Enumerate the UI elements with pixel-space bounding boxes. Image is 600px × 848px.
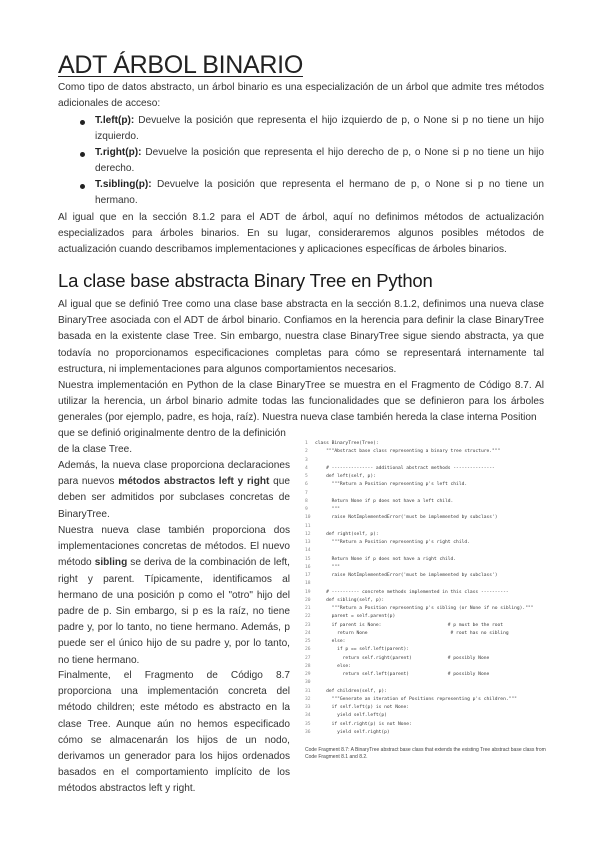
method-desc: Devuelve la posición que representa el hijo izquierdo de p, o None si p no tiene un hijo izquierdo. xyxy=(95,115,544,143)
code-line xyxy=(305,490,315,498)
code-line-text: parent = self.parent(p) xyxy=(315,614,396,620)
code-line-number: 19 xyxy=(305,589,311,595)
code-line-number: 22 xyxy=(305,614,311,620)
code-line xyxy=(305,597,384,605)
code-line xyxy=(305,696,517,704)
code-line-text: """Return a Position representing p's left child. xyxy=(315,482,468,488)
class-paragraph: Al igual que se definió Tree como una clase base abstracta en la sección 8.1.2, definimos una nueva clase BinaryTree asociada con el ADT de árbol binario. Confiamos en la herencia para definir la clase BinaryTree basada en la existente clase Tree. Sin embargo, nuestra clase BinaryTree sigue siendo abstracta, ya que todavía no proporcionamos especificaciones completas para cómo se representará internamente tal estructura, ni implementaciones para algunos comportamientos necesarios. xyxy=(58,299,544,375)
code-line-text: raise NotImplementedError('must be implemented by subclass') xyxy=(315,573,498,578)
code-line xyxy=(305,688,387,696)
code-line-number: 3 xyxy=(305,457,308,463)
code-line xyxy=(305,531,379,539)
implementation-paragraph: Nuestra implementación en Python de la clase BinaryTree se muestra en el Fragmento de Código 8.7. Al utilizar la herencia, un árbol binario admite todas las funcionalidades que se definieron para los árboles generales (por ejemplo, padre, es hoja, raíz). Nuestra nueva clase también hereda la clase interna Position xyxy=(58,380,544,424)
code-line xyxy=(305,638,345,646)
code-line xyxy=(305,539,470,547)
code-line-number: 35 xyxy=(305,721,311,727)
code-line xyxy=(305,514,498,522)
code-line-number: 13 xyxy=(305,540,311,545)
code-line-number: 27 xyxy=(305,655,311,661)
code-line-number: 4 xyxy=(305,465,308,471)
code-line xyxy=(305,679,315,687)
code-line-text: return None # root has no sibling xyxy=(315,630,509,636)
code-line-text: # ---------- concrete methods implemented in this class ---------- xyxy=(315,589,509,595)
code-line-text: raise NotImplementedError('must be implemented by subclass') xyxy=(315,515,498,521)
code-line-number: 30 xyxy=(305,680,311,686)
method-name: T.right(p): xyxy=(95,147,142,158)
left-col-paragraph-3: Finalmente, el Fragmento de Código 8.7 proporciona una implementación concreta del método children; este método es abstracto en la clase Tree. Aunque aún no hemos especificado cómo se almacenarán los hijos de un nodo, derivamos un generador para los hijos ordenados basados en el comportamiento implícito de los métodos abstractos left y right. xyxy=(58,670,290,795)
bullet-dot xyxy=(80,120,85,125)
code-line-number: 23 xyxy=(305,622,311,628)
code-line xyxy=(305,721,412,729)
code-line-number: 25 xyxy=(305,639,311,644)
code-line-text: def children(self, p): xyxy=(315,688,387,694)
code-line xyxy=(305,671,489,679)
code-line-number: 36 xyxy=(305,729,311,735)
code-line-text: """Return a Position representing p's right child. xyxy=(315,540,470,545)
code-line xyxy=(305,547,315,555)
code-line-text: def sibling(self, p): xyxy=(315,597,385,603)
code-line xyxy=(305,704,409,712)
text-run: se deriva de la combinación de left, right y parent. Típicamente, identificamos al hermano de una posición p como el "otro" hijo del padre de p. Sin embargo, si p es la raíz, no tiene padre y, por lo tanto, no tiene hermano. Además, p puede ser el único hijo de su padre y, por lo tanto, no tiene hermano. xyxy=(58,557,290,666)
code-line xyxy=(305,457,315,465)
code-line xyxy=(305,630,509,638)
code-line-text: def right(self, p): xyxy=(315,531,379,537)
code-line xyxy=(305,523,315,531)
method-name: T.sibling(p): xyxy=(95,179,152,190)
method-desc: Devuelve la posición que representa el hermano de p, o None si p no tiene un hermano. xyxy=(95,179,544,207)
section-heading: La clase base abstracta Binary Tree en Python xyxy=(58,270,433,291)
code-line-text: def left(self, p): xyxy=(315,474,376,479)
left-col-paragraph-2 xyxy=(58,523,290,669)
bullet-dot xyxy=(80,152,85,157)
code-line xyxy=(305,712,387,720)
code-line-number: 32 xyxy=(305,696,311,702)
code-line xyxy=(305,572,498,580)
code-line-number: 11 xyxy=(305,523,311,529)
method-name: T.left(p): xyxy=(95,115,135,126)
code-line-number: 18 xyxy=(305,581,311,587)
code-line-number: 29 xyxy=(305,672,311,677)
code-line xyxy=(305,613,395,621)
bullet-item-left xyxy=(95,113,544,145)
code-line xyxy=(305,605,534,613)
left-col-paragraph-1 xyxy=(58,458,290,523)
code-line-number: 16 xyxy=(305,564,311,570)
text-run: Además, la nueva clase proporciona declaraciones para nuevos xyxy=(58,460,290,488)
code-line-text: """ xyxy=(315,507,340,512)
code-line-text: Return None if p does not have a left child. xyxy=(315,498,454,504)
adt-paragraph: Al igual que en la sección 8.1.2 para el ADT de árbol, aquí no definimos métodos de actualización especializados para árboles binarios. En su lugar, consideraremos algunos posibles métodos de actualización cuando describamos implementaciones y aplicaciones específicas de árboles binarios. xyxy=(58,212,544,256)
code-line xyxy=(305,556,456,564)
code-line xyxy=(305,589,509,597)
code-line-text: """Abstract base class representing a binary tree structure.""" xyxy=(315,449,501,455)
code-line xyxy=(305,663,351,671)
code-fragment xyxy=(305,440,553,740)
code-line-text: else: xyxy=(315,663,351,669)
code-line-text: """ xyxy=(315,564,340,570)
bullet-item-right xyxy=(95,145,544,177)
code-line-text: # --------------- additional abstract methods --------------- xyxy=(315,465,495,471)
code-line-number: 2 xyxy=(305,449,308,455)
code-line xyxy=(305,498,453,506)
code-line xyxy=(305,564,340,572)
bold-text: sibling xyxy=(94,557,128,569)
code-line-number: 14 xyxy=(305,548,311,554)
code-line-text: return self.right(parent) # possibly None xyxy=(315,655,490,661)
code-line-text: """Generate an iteration of Positions representing p's children.""" xyxy=(315,696,517,702)
code-line xyxy=(305,622,503,630)
code-line xyxy=(305,481,467,489)
bullet-dot xyxy=(80,184,85,189)
code-line-text: if self.right(p) is not None: xyxy=(315,721,412,727)
code-line-number: 17 xyxy=(305,573,311,578)
code-line xyxy=(305,448,500,456)
code-line-text: if self.left(p) is not None: xyxy=(315,705,410,710)
bold-text: métodos abstractos left y right xyxy=(118,476,270,488)
code-line xyxy=(305,506,340,514)
code-line-text: Return None if p does not have a right child. xyxy=(315,556,457,562)
code-line-number: 26 xyxy=(305,647,311,653)
text-run: Nuestra nueva clase también proporciona dos implementaciones concretas de métodos. El nuevo método xyxy=(58,525,290,569)
code-line-text: return self.left(parent) # possibly None xyxy=(315,672,490,677)
code-line-text: """Return a Position representing p's sibling (or None if no sibling).""" xyxy=(315,606,534,611)
code-line-number: 5 xyxy=(305,474,308,479)
code-line-number: 28 xyxy=(305,663,311,669)
method-desc: Devuelve la posición que representa el hijo derecho de p, o None si p no tiene un hijo derecho. xyxy=(95,147,544,175)
code-line-number: 8 xyxy=(305,498,308,504)
intro-paragraph: Como tipo de datos abstracto, un árbol binario es una especialización de un árbol que admite tres métodos adicionales de acceso: xyxy=(58,82,544,110)
implementation-tail-line-2: de la clase Tree. xyxy=(58,444,133,455)
code-line-number: 10 xyxy=(305,515,311,521)
code-line-number: 1 xyxy=(305,441,308,446)
code-line xyxy=(305,580,315,588)
code-line-number: 21 xyxy=(305,606,311,611)
code-line xyxy=(305,440,379,448)
code-line xyxy=(305,473,376,481)
code-line-number: 20 xyxy=(305,597,311,603)
implementation-tail-line-1: que se definió originalmente dentro de la definición xyxy=(58,428,286,439)
code-line xyxy=(305,729,390,737)
code-line xyxy=(305,465,495,473)
code-line-text: class BinaryTree(Tree): xyxy=(315,441,379,446)
page-title: ADT ÁRBOL BINARIO xyxy=(58,51,303,79)
code-line-number: 33 xyxy=(305,705,311,710)
code-line-number: 7 xyxy=(305,490,308,496)
code-line xyxy=(305,646,409,654)
code-line-number: 31 xyxy=(305,688,311,694)
text-run: que deben ser admitidos por subclases concretas de BinaryTree. xyxy=(58,476,290,520)
code-line-text: yield self.left(p) xyxy=(315,713,387,719)
code-caption: Code Fragment 8.7: A BinaryTree abstract base class that extends the existing Tree abstract base class from Code Fragment 8.1 and 8.2. xyxy=(305,747,546,760)
code-line-number: 34 xyxy=(305,713,311,719)
bullet-item-sibling xyxy=(95,177,544,209)
code-line-number: 6 xyxy=(305,482,308,488)
code-line-number: 15 xyxy=(305,556,311,562)
code-line xyxy=(305,655,489,663)
code-line-text: yield self.right(p) xyxy=(315,729,390,735)
code-line-number: 12 xyxy=(305,531,311,537)
code-line-number: 9 xyxy=(305,507,308,512)
code-line-text: else: xyxy=(315,639,346,644)
code-line-text: if parent is None: # p must be the root xyxy=(315,622,504,628)
code-line-number: 24 xyxy=(305,630,311,636)
code-line-text: if p == self.left(parent): xyxy=(315,647,410,653)
